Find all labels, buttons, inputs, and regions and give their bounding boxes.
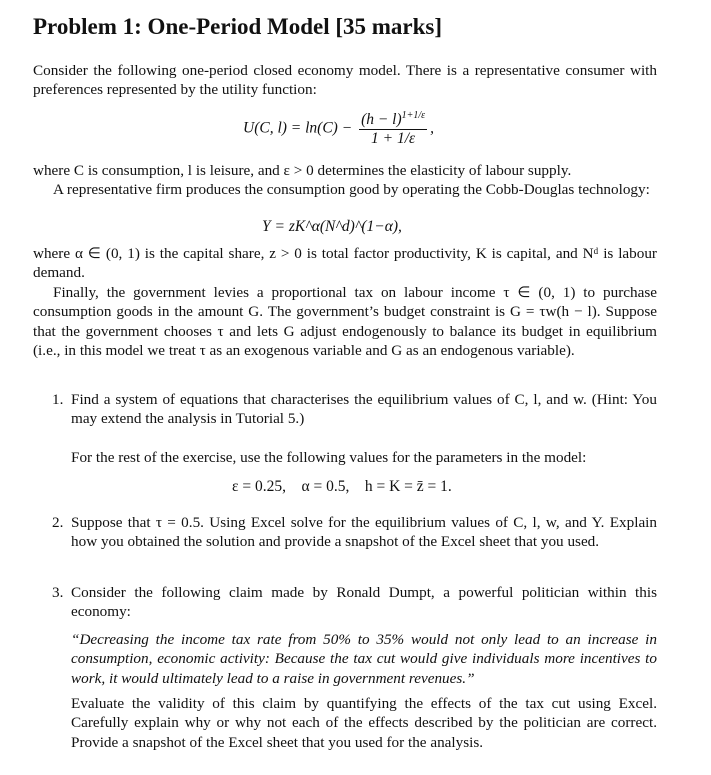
params-equation: ε = 0.25, α = 0.5, h = K = z̄ = 1. — [232, 478, 452, 495]
utility-numerator: (h − l) — [361, 111, 402, 129]
question-text: Consider the following claim made by Ronald Dumpt, a powerful politician within this economy: — [71, 584, 657, 621]
question-3 — [52, 583, 657, 752]
question-text: Suppose that τ = 0.5. Using Excel solve for the equilibrium values of C, l, w, and Y. Explain how you obtained the solution and provide a snapshot of the Excel sheet that you used. — [71, 514, 657, 551]
problem-title: Problem 1: One-Period Model [35 marks] — [33, 14, 443, 39]
params-intro — [52, 448, 657, 467]
utility-equation — [243, 110, 434, 148]
government-paragraph: Finally, the government levies a proportional tax on labour income τ ∈ (0, 1) to purchase consumption goods in the amount G. The government’s budget constraint is G = τw(h − l). Suppose that the government chooses τ and lets G adjust endogenously to balance its budget in equilibrium (i.e., in this model we treat τ as an exogenous variable and G as an endogenous variable). — [33, 284, 657, 360]
utility-comma: , — [430, 119, 434, 137]
intro-paragraph: Consider the following one-period closed economy model. There is a representative consumer with preferences represented by the utility function: — [33, 62, 657, 99]
evaluate-text: Evaluate the validity of this claim by quantifying the effects of the tax cut using Excel. Carefully explain why or why not each of the effects described by the politician are correct. Provide a snapshot of the Excel sheet that you used for the analysis. — [71, 695, 657, 751]
firm-paragraph: A representative firm produces the consumption good by operating the Cobb-Douglas technology: — [53, 181, 650, 198]
utility-lhs: U(C, l) = ln(C) − — [243, 119, 353, 137]
question-number: 3. — [52, 584, 64, 601]
politician-quote: “Decreasing the income tax rate from 50% to 35% would not only lead to an increase in consumption, economic activity: Because the tax cut would give individuals more incentives to work, it would ultimately lead to a raise in government revenues.” — [71, 630, 657, 687]
production-description: where α ∈ (0, 1) is the capital share, z > 0 is total factor productivity, K is capital, and Nᵈ is labour demand. — [33, 245, 657, 282]
utility-denominator: 1 + 1/ε — [371, 130, 416, 148]
question-text: Find a system of equations that characterises the equilibrium values of C, l, and w. (Hint: You may extend the analysis in Tutorial 5.) — [71, 391, 657, 428]
production-equation: Y = zK^α(N^d)^(1−α), — [262, 218, 402, 235]
params-intro-text: For the rest of the exercise, use the following values for the parameters in the model: — [71, 449, 587, 466]
question-number: 2. — [52, 514, 64, 531]
question-2 — [52, 513, 657, 552]
question-1 — [52, 390, 657, 429]
utility-exponent: 1+1/ε — [401, 110, 426, 121]
utility-description: where C is consumption, l is leisure, and ε > 0 determines the elasticity of labour supply. — [33, 162, 572, 179]
utility-fraction — [359, 110, 427, 148]
question-number: 1. — [52, 391, 64, 408]
